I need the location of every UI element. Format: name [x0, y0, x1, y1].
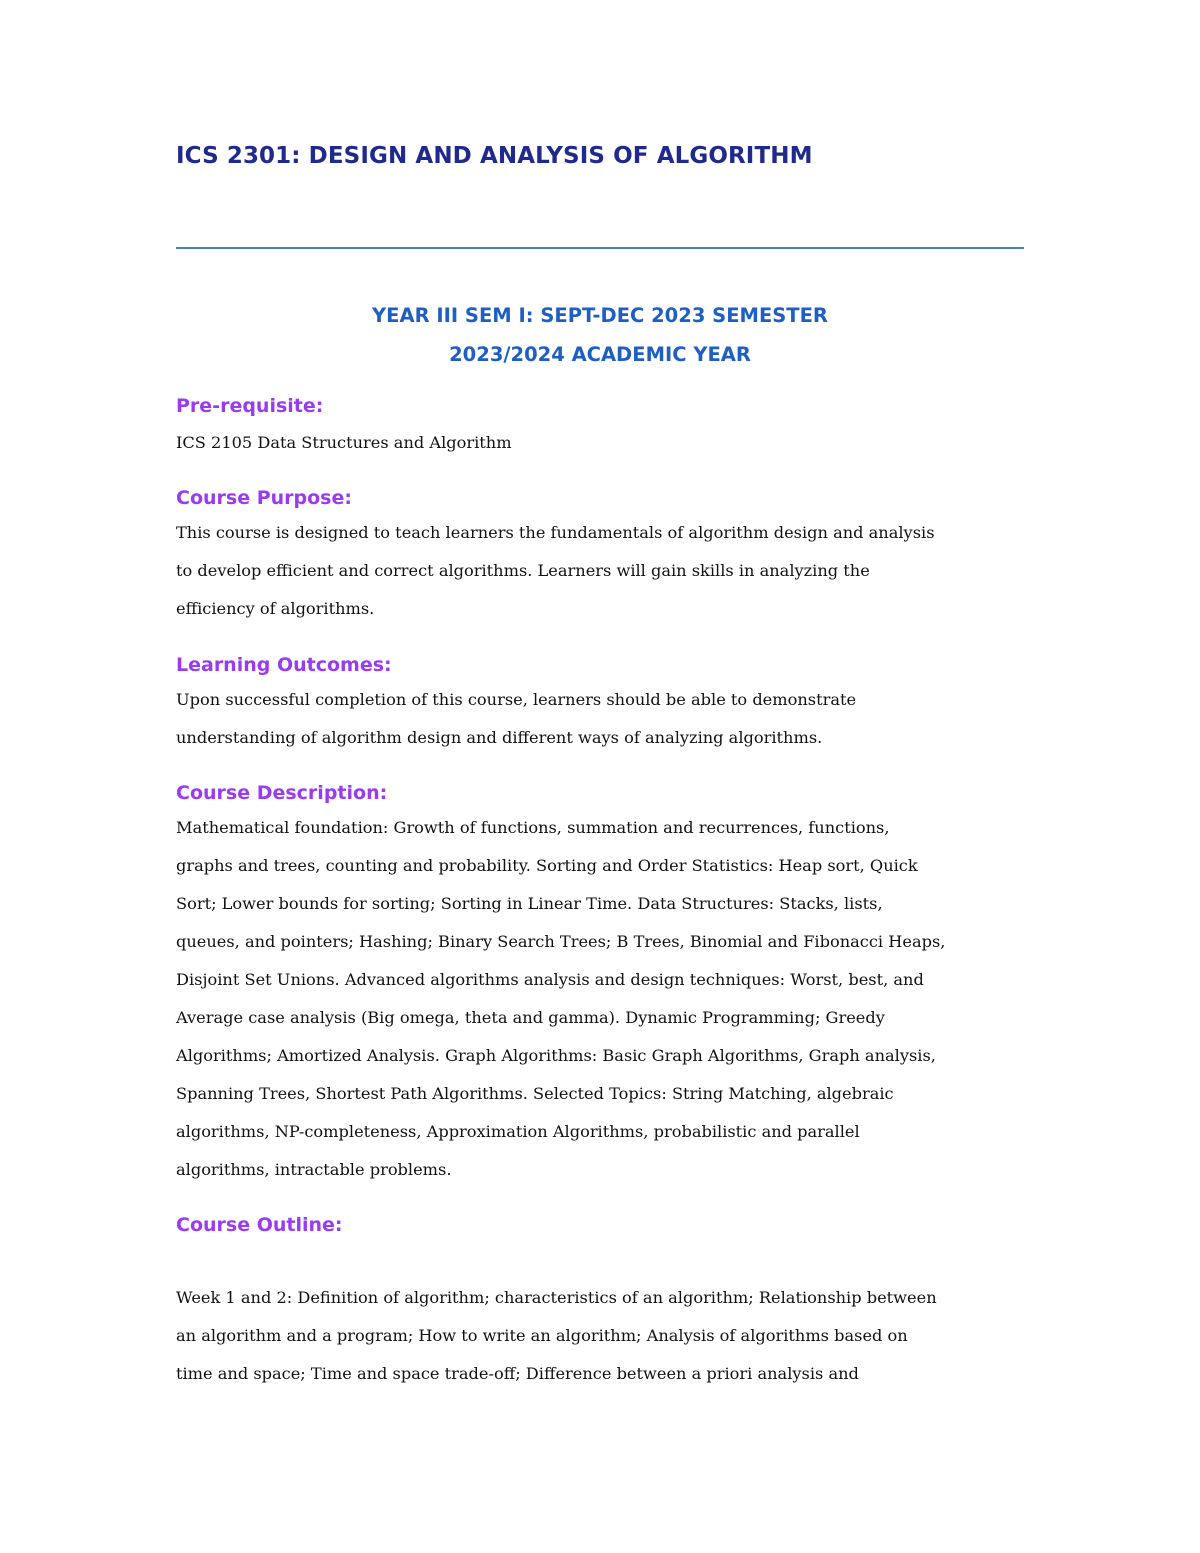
purpose-line: efficiency of algorithms.	[176, 599, 375, 618]
outline-line: an algorithm and a program; How to write an algorithm; Analysis of algorithms based on	[176, 1326, 908, 1345]
prerequisite-heading: Pre-requisite:	[176, 395, 324, 417]
outcomes-line: Upon successful completion of this course, learners should be able to demonstrate	[176, 690, 857, 709]
description-line: Mathematical foundation: Growth of functions, summation and recurrences, functions,	[176, 818, 890, 837]
description-line: algorithms, NP-completeness, Approximation Algorithms, probabilistic and parallel	[176, 1122, 860, 1141]
description-line: Algorithms; Amortized Analysis. Graph Algorithms: Basic Graph Algorithms, Graph analysis,	[176, 1046, 936, 1065]
description-line: Sort; Lower bounds for sorting; Sorting in Linear Time. Data Structures: Stacks, lists,	[176, 894, 883, 913]
course-outline-heading: Course Outline:	[176, 1214, 343, 1236]
outline-line: time and space; Time and space trade-off; Difference between a priori analysis and	[176, 1364, 859, 1383]
outline-line: Week 1 and 2: Definition of algorithm; characteristics of an algorithm; Relationship between	[176, 1288, 937, 1307]
course-purpose-heading: Course Purpose:	[176, 487, 352, 509]
description-line: graphs and trees, counting and probability. Sorting and Order Statistics: Heap sort, Quick	[176, 856, 918, 875]
description-line: queues, and pointers; Hashing; Binary Search Trees; B Trees, Binomial and Fibonacci Heaps,	[176, 932, 946, 951]
prerequisite-line: ICS 2105 Data Structures and Algorithm	[176, 433, 512, 452]
course-description-text	[176, 809, 1031, 1189]
purpose-line: This course is designed to teach learners the fundamentals of algorithm design and analysis	[176, 523, 935, 542]
learning-outcomes-text	[176, 681, 1031, 757]
purpose-line: to develop efficient and correct algorithms. Learners will gain skills in analyzing the	[176, 561, 870, 580]
academic-year-heading: 2023/2024 ACADEMIC YEAR	[449, 343, 751, 366]
outcomes-line: understanding of algorithm design and different ways of analyzing algorithms.	[176, 728, 823, 747]
prerequisite-text	[176, 424, 1031, 462]
course-outline-text	[176, 1279, 1031, 1393]
learning-outcomes-heading: Learning Outcomes:	[176, 654, 392, 676]
course-purpose-text	[176, 514, 1031, 628]
course-description-heading: Course Description:	[176, 782, 388, 804]
semester-heading: YEAR III SEM I: SEPT-DEC 2023 SEMESTER	[372, 304, 828, 327]
description-line: Average case analysis (Big omega, theta and gamma). Dynamic Programming; Greedy	[176, 1008, 885, 1027]
description-line: Spanning Trees, Shortest Path Algorithms. Selected Topics: String Matching, algebraic	[176, 1084, 894, 1103]
description-line: algorithms, intractable problems.	[176, 1160, 452, 1179]
description-line: Disjoint Set Unions. Advanced algorithms analysis and design techniques: Worst, best, and	[176, 970, 924, 989]
title-divider	[176, 247, 1024, 249]
course-title: ICS 2301: DESIGN AND ANALYSIS OF ALGORITHM	[176, 143, 813, 169]
